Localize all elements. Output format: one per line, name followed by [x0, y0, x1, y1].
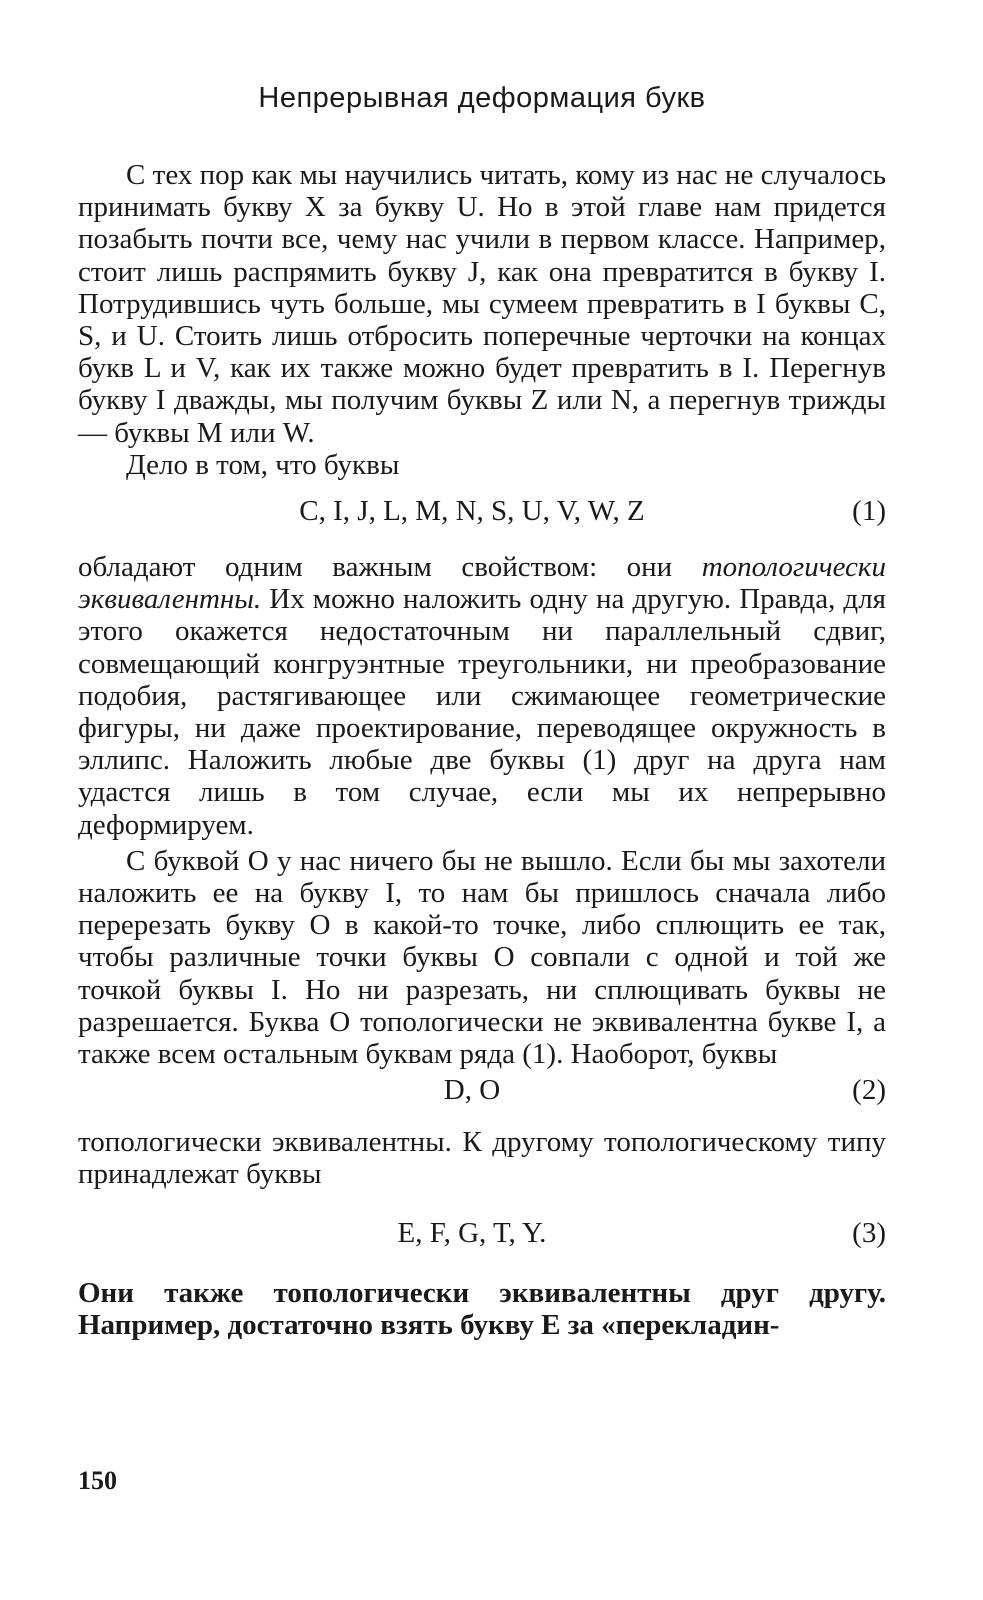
formula-1-number: (1)	[852, 495, 886, 528]
paragraph-4: С буквой O у нас ничего бы не вышло. Если бы мы захотели наложить ее на букву I, то нам бы пришлось сначала либо перерезать букву O в какой-то точке, либо сплющить ее так, чтобы различные точки буквы O совпали с одной и той же точкой буквы I. Но ни разрезать, ни сплющивать буквы не разрешается. Буква O топологически не эквивалентна букве I, а также всем остальным буквам ряда (1). Наоборот, буквы	[78, 844, 886, 1071]
paragraph-1: С тех пор как мы научились читать, кому из нас не случалось принимать букву X за букву U. Но в этой главе нам придется позабыть почти все, чему нас учили в первом классе. Например, стоит лишь распрямить букву J, как она превратится в букву I. Потрудившись чуть больше, мы сумеем превратить в I буквы C, S, и U. Стоить лишь отбросить поперечные черточки на концах букв L и V, как их также можно будет превратить в I. Перегнув букву I дважды, мы получим буквы Z или N, а перегнув трижды — буквы M или W.	[78, 159, 886, 449]
page-title: Непрерывная деформация букв	[258, 82, 706, 114]
paragraph-3-italic: топологически эквивалентны.	[78, 551, 886, 616]
formula-1-expression: C, I, J, L, M, N, S, U, V, W, Z	[299, 495, 645, 528]
paragraph-6: Они также топологически эквивалентны друг другу. Например, достаточно взять букву E за «перекладин-	[78, 1276, 886, 1341]
formula-2	[78, 1074, 886, 1106]
paragraph-2: Дело в том, что буквы	[126, 448, 400, 481]
formula-3-number: (3)	[852, 1216, 886, 1249]
formula-1	[78, 495, 886, 527]
formula-3	[78, 1217, 886, 1249]
formula-2-expression: D, O	[443, 1074, 501, 1107]
paragraph-3-after: Их можно наложить одну на другую. Правда, для этого окажется недостаточным ни параллельный сдвиг, совмещающий конгруэнтные треугольники, ни преобразование подобия, растягивающее или сжимающее геометрические фигуры, ни даже проектирование, переводящее окружность в эллипс. Наложить любые две буквы (1) друг на друга нам удастся лишь в том случае, если мы их непрерывно деформируем.	[78, 583, 886, 841]
formula-3-expression: E, F, G, T, Y.	[397, 1216, 547, 1249]
paragraph-3-before: обладают одним важным свойством: они	[78, 551, 702, 584]
formula-2-number: (2)	[852, 1074, 886, 1107]
paragraph-5: топологически эквивалентны. К другому топологическому типу принадлежат буквы	[78, 1126, 886, 1191]
page-body	[78, 82, 886, 1341]
paragraph-3	[78, 551, 886, 841]
page-number: 150	[78, 1466, 117, 1495]
